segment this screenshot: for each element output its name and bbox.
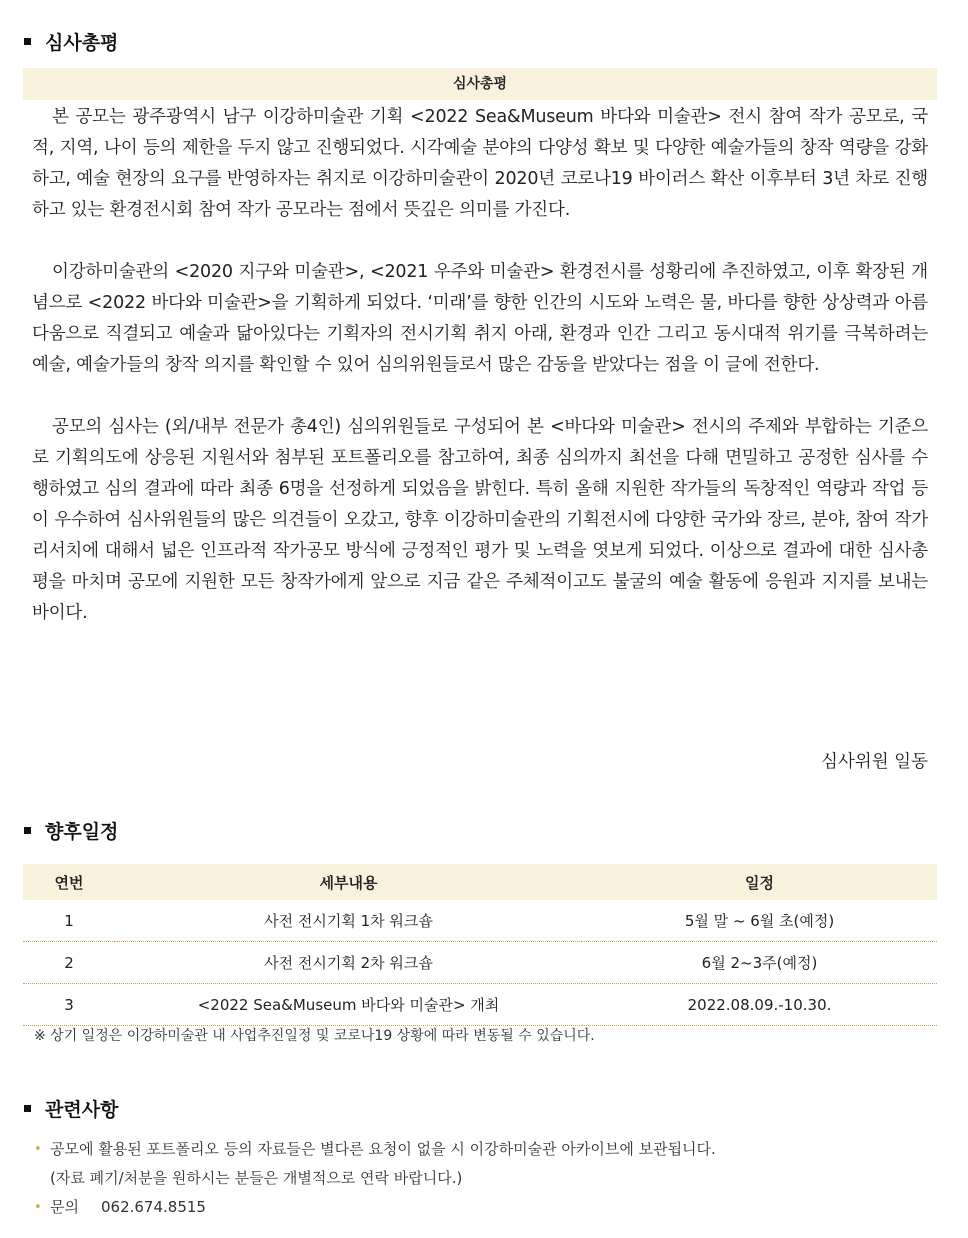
related-list [34, 1135, 716, 1222]
related-heading-text: 관련사항 [45, 1099, 119, 1121]
list-item [34, 1135, 716, 1164]
schedule-section-heading [24, 817, 118, 844]
column-header-date: 일정 [582, 864, 937, 900]
row-detail: <2022 Sea&Museum 바다와 미술관> 개최 [115, 984, 582, 1026]
dot-bullet-icon: • [34, 1200, 42, 1215]
review-heading-text: 심사총평 [45, 32, 119, 54]
review-paragraph-1: 본 공모는 광주광역시 남구 이강하미술관 기획 <2022 Sea&Museum 바다와 미술관> 전시 참여 작가 공모로, 국적, 지역, 나이 등의 제한을 두지 않고 진행되었다. 시각예술 분야의 다양성 확보 및 다양한 예술가들의 창작 역량을 강화하고, 예술 현장의 요구를 반영하자는 취지로 이강하미술관이 2020년 코로나19 바이러스 확산 이후부터 3년 차로 진행하고 있는 환경전시회 참여 작가 공모라는 점에서 뜻깊은 의미를 가진다. [32, 107, 928, 220]
row-number: 2 [23, 942, 115, 984]
column-header-number: 연번 [23, 864, 115, 900]
related-item-text: 공모에 활용된 포트폴리오 등의 자료들은 별다른 요청이 없을 시 이강하미술관 아카이브에 보관됩니다. [50, 1140, 716, 1158]
schedule-notice: ※ 상기 일정은 이강하미술관 내 사업추진일정 및 코로나19 상황에 따라 변동될 수 있습니다. [34, 1028, 595, 1044]
row-detail: 사전 전시기획 2차 워크숍 [115, 942, 582, 984]
table-row [23, 942, 937, 984]
row-date: 5월 말 ~ 6월 초(예정) [582, 900, 937, 942]
row-date: 2022.08.09.-10.30. [582, 984, 937, 1026]
row-date: 6월 2~3주(예정) [582, 942, 937, 984]
review-body [32, 102, 928, 629]
table-row [23, 984, 937, 1026]
review-title-bar: 심사총평 [23, 68, 937, 100]
list-item [34, 1193, 716, 1222]
dot-bullet-icon: • [34, 1142, 42, 1157]
schedule-table [23, 864, 937, 1026]
row-number: 1 [23, 900, 115, 942]
column-header-detail: 세부내용 [115, 864, 582, 900]
review-section-heading [24, 28, 118, 55]
square-bullet-icon [24, 827, 31, 834]
row-detail: 사전 전시기획 1차 워크숍 [115, 900, 582, 942]
review-paragraph-2: 이강하미술관의 <2020 지구와 미술관>, <2021 우주와 미술관> 환경전시를 성황리에 추진하였고, 이후 확장된 개념으로 <2022 바다와 미술관>을 기획하게 되었다. ‘미래’를 향한 인간의 시도와 노력은 물, 바다를 향한 상상력과 아름다움으로 직결되고 예술과 닮아있다는 기획자의 전시기획 취지 아래, 환경과 인간 그리고 동시대적 위기를 극복하려는 예술, 예술가들의 창작 의지를 확인할 수 있어 심의위원들로서 많은 감동을 받았다는 점을 이 글에 전한다. [32, 262, 928, 375]
schedule-heading-text: 향후일정 [45, 821, 119, 843]
review-signature: 심사위원 일동 [821, 752, 928, 772]
review-paragraph-3: 공모의 심사는 (외/내부 전문가 총4인) 심의위원들로 구성되어 본 <바다와 미술관> 전시의 주제와 부합하는 기준으로 기획의도에 상응된 지원서와 첨부된 포트폴리오를 참고하여, 최종 심의까지 최선을 다해 면밀하고 공정한 심사를 수행하였고 심의 결과에 따라 최종 6명을 선정하게 되었음을 밝힌다. 특히 올해 지원한 작가들의 독창적인 역량과 작업 등이 우수하여 심사위원들의 많은 의견들이 오갔고, 향후 이강하미술관의 기획전시에 다양한 국가와 장르, 분야, 참여 작가 리서치에 대해서 넓은 인프라적 작가공모 방식에 긍정적인 평가 및 노력을 엿보게 되었다. 이상으로 결과에 대한 심사총평을 마치며 공모에 지원한 모든 창작가에게 앞으로 지금 같은 주체적이고도 불굴의 예술 활동에 응원과 지지를 보내는 바이다. [32, 417, 928, 623]
contact-phone: 062.674.8515 [100, 1198, 206, 1216]
row-number: 3 [23, 984, 115, 1026]
related-item-note: (자료 폐기/처분을 원하시는 분들은 개별적으로 연락 바랍니다.) [50, 1169, 463, 1187]
schedule-header-row [23, 864, 937, 900]
square-bullet-icon [24, 1105, 31, 1112]
table-row [23, 900, 937, 942]
related-section-heading [24, 1095, 118, 1122]
square-bullet-icon [24, 38, 31, 45]
contact-label: 문의 [50, 1198, 79, 1216]
